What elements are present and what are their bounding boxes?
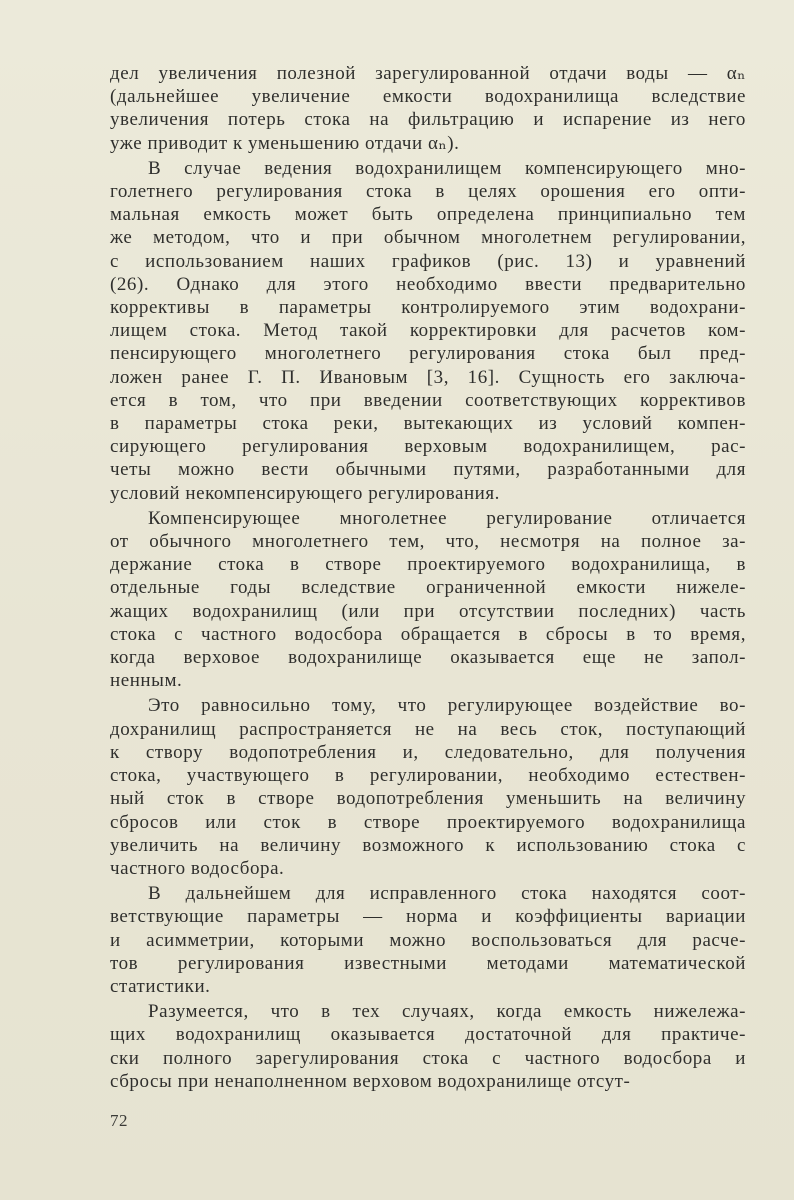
body-text — [110, 62, 746, 1095]
text-line: (дальнейшее увеличение емкости водохранилища вследствие — [110, 86, 746, 108]
text-line: Это равносильно тому, что регулирующее воздействие во- — [148, 695, 746, 717]
paragraph — [110, 694, 746, 880]
text-line: с использованием наших графиков (рис. 13) и уравнений — [110, 250, 746, 272]
text-line: коррективы в параметры контролируемого этим водохрани- — [110, 297, 746, 319]
text-line: жащих водохранилищ (или при отсутствии последних) часть — [110, 600, 746, 622]
text-line: в параметры стока реки, вытекающих из условий компен- — [110, 413, 746, 435]
text-line: Разумеется, что в тех случаях, когда емкость нижележа- — [148, 1001, 746, 1023]
paragraph — [110, 882, 746, 998]
text-line: щих водохранилищ оказывается достаточной для практиче- — [110, 1024, 746, 1046]
text-line: ложен ранее Г. П. Ивановым [3, 16]. Сущность его заключа- — [110, 366, 746, 388]
text-line: сирующего регулирования верховым водохранилищем, рас- — [110, 436, 746, 458]
text-line: стока с частного водосбора обращается в сбросы в то время, — [110, 623, 746, 645]
text-line: мальная емкость может быть определена принципиально тем — [110, 204, 746, 226]
text-line: частного водосбора. — [110, 857, 285, 879]
text-line: ный сток в створе водопотребления уменьшить на величину — [110, 788, 746, 810]
text-line: условий некомпенсирующего регулирования. — [110, 482, 500, 504]
text-line: стока, участвующего в регулировании, необходимо естествен- — [110, 765, 746, 787]
text-line: когда верховое водохранилище оказывается еще не запол- — [110, 647, 746, 669]
text-line: В случае ведения водохранилищем компенсирующего мно- — [148, 157, 746, 179]
page-number: 72 — [110, 1111, 128, 1130]
text-line: пенсирующего многолетнего регулирования стока был пред- — [110, 343, 746, 365]
text-line: уже приводит к уменьшению отдачи αₙ). — [110, 132, 460, 154]
text-line: к створу водопотребления и, следовательно, для получения — [110, 741, 746, 763]
text-line: увеличения потерь стока на фильтрацию и испарение из него — [110, 109, 746, 131]
text-line: увеличить на величину возможного к использованию стока с — [110, 834, 746, 856]
text-line: сбросов или сток в створе проектируемого водохранилища — [110, 811, 746, 833]
text-line: четы можно вести обычными путями, разработанными для — [110, 459, 746, 481]
paragraph — [110, 62, 746, 155]
paragraph — [110, 157, 746, 505]
text-line: статистики. — [110, 975, 211, 997]
paragraph — [110, 507, 746, 693]
text-line: голетнего регулирования стока в целях орошения его опти- — [110, 181, 746, 203]
text-line: же методом, что и при обычном многолетнем регулировании, — [110, 227, 746, 249]
text-line: и асимметрии, которыми можно воспользоваться для расче- — [110, 929, 746, 951]
text-line: ется в том, что при введении соответствующих коррективов — [110, 389, 746, 411]
text-line: ветствующие параметры — норма и коэффициенты вариации — [110, 906, 746, 928]
text-line: Компенсирующее многолетнее регулирование отличается — [148, 507, 746, 529]
text-line: ненным. — [110, 670, 183, 692]
text-line: тов регулирования известными методами математической — [110, 952, 746, 974]
text-line: держание стока в створе проектируемого водохранилища, в — [110, 554, 746, 576]
text-line: дел увеличения полезной зарегулированной отдачи воды — αₙ — [110, 63, 746, 84]
text-line: лищем стока. Метод такой корректировки для расчетов ком- — [110, 320, 746, 342]
text-line: дохранилищ распространяется не на весь сток, поступающий — [110, 718, 746, 740]
text-line: сбросы при ненаполненном верховом водохранилище отсут- — [110, 1070, 631, 1092]
text-line: от обычного многолетнего тем, что, несмотря на полное за- — [110, 531, 746, 553]
text-line: В дальнейшем для исправленного стока находятся соот- — [148, 883, 746, 905]
text-line: отдельные годы вследствие ограниченной емкости нижеле- — [110, 577, 746, 599]
paragraph — [110, 1000, 746, 1093]
text-line: (26). Однако для этого необходимо ввести предварительно — [110, 273, 746, 295]
text-line: ски полного зарегулирования стока с частного водосбора и — [110, 1047, 746, 1069]
